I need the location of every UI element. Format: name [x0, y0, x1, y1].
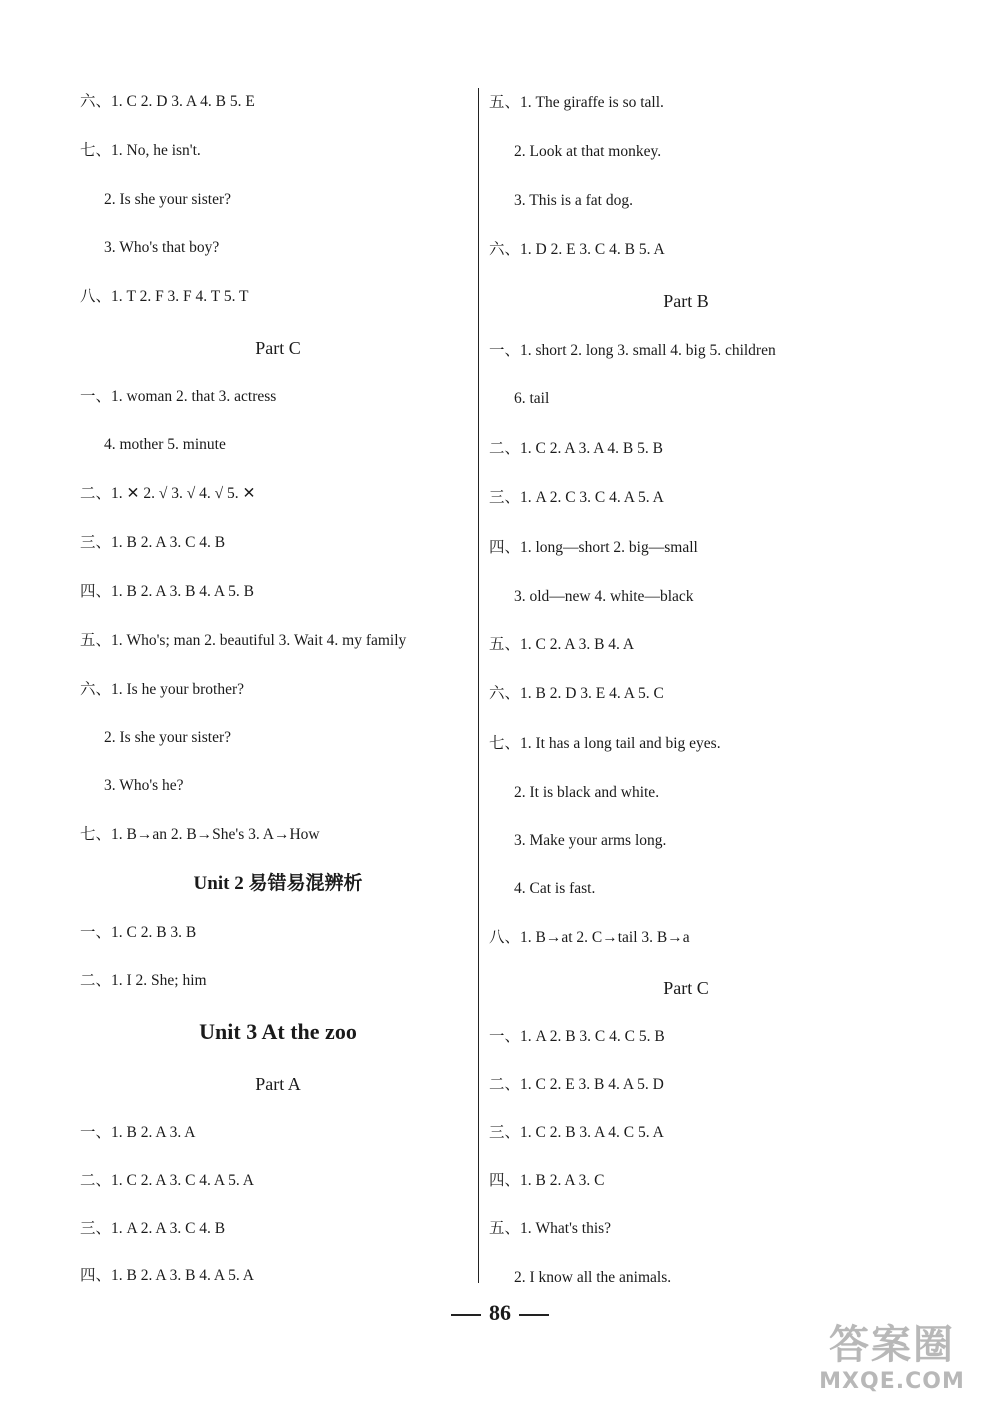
answer-line: 2. Is she your sister? — [104, 729, 231, 746]
page-number-value: 86 — [489, 1300, 511, 1325]
answer-line: 4. mother 5. minute — [104, 436, 226, 453]
answer-line: 五、1. The giraffe is so tall. — [489, 94, 664, 111]
answer-line: 三、1. A 2. C 3. C 4. A 5. A — [489, 489, 664, 506]
watermark-url: MXQE.COM — [819, 1369, 965, 1394]
answer-line: 一、1. short 2. long 3. small 4. big 5. children — [489, 342, 776, 359]
answer-line: 四、1. B 2. A 3. C — [489, 1172, 605, 1189]
answer-line: 三、1. C 2. B 3. A 4. C 5. A — [489, 1124, 664, 1141]
section-heading: Part B — [663, 291, 709, 311]
section-heading: Part C — [663, 978, 709, 998]
section-heading: Part A — [255, 1074, 301, 1094]
answer-line: 五、1. Who's; man 2. beautiful 3. Wait 4. my family — [80, 632, 407, 649]
answer-line: 七、1. No, he isn't. — [80, 142, 201, 159]
answer-line: 七、1. B→an 2. B→She's 3. A→How — [80, 826, 320, 843]
page-number-dash — [519, 1314, 549, 1316]
watermark-text: 答案圈 — [829, 1322, 955, 1368]
answer-line: 2. Is she your sister? — [104, 191, 231, 208]
answer-line: 二、1. C 2. E 3. B 4. A 5. D — [489, 1076, 664, 1093]
answer-line: 五、1. What's this? — [489, 1220, 612, 1237]
answer-line: 一、1. A 2. B 3. C 4. C 5. B — [489, 1028, 665, 1045]
answer-line: 三、1. A 2. A 3. C 4. B — [80, 1220, 226, 1237]
answer-line: 一、1. C 2. B 3. B — [80, 924, 197, 941]
answer-line: 八、1. B→at 2. C→tail 3. B→a — [489, 929, 690, 946]
answer-line: 六、1. C 2. D 3. A 4. B 5. E — [80, 93, 255, 110]
answer-line: 二、1. C 2. A 3. C 4. A 5. A — [80, 1172, 254, 1189]
answer-line: 6. tail — [514, 390, 550, 407]
answer-line: 2. I know all the animals. — [514, 1269, 672, 1286]
answer-line: 六、1. D 2. E 3. C 4. B 5. A — [489, 241, 665, 258]
answer-line: 二、1. ✕ 2. √ 3. √ 4. √ 5. ✕ — [80, 485, 256, 502]
answer-line: 四、1. B 2. A 3. B 4. A 5. B — [80, 583, 254, 600]
answer-line: 一、1. woman 2. that 3. actress — [80, 388, 277, 405]
answer-line: 四、1. B 2. A 3. B 4. A 5. A — [80, 1267, 254, 1284]
page-number-dash — [451, 1314, 481, 1316]
answer-line: 3. Make your arms long. — [514, 832, 667, 849]
unit-heading: Unit 2 易错易混辨析 — [193, 873, 363, 894]
answer-line: 2. It is black and white. — [514, 784, 660, 801]
answer-line: 六、1. B 2. D 3. E 4. A 5. C — [489, 685, 664, 702]
answer-line: 4. Cat is fast. — [514, 880, 596, 897]
answer-line: 三、1. B 2. A 3. C 4. B — [80, 534, 226, 551]
answer-line: 七、1. It has a long tail and big eyes. — [489, 735, 721, 752]
answer-line: 五、1. C 2. A 3. B 4. A — [489, 636, 635, 653]
answer-line: 2. Look at that monkey. — [514, 143, 662, 160]
answer-line: 八、1. T 2. F 3. F 4. T 5. T — [80, 288, 249, 305]
watermark-logo — [792, 1321, 992, 1411]
section-heading: Part C — [255, 338, 301, 358]
answer-line: 3. Who's that boy? — [104, 239, 220, 256]
unit-heading: Unit 3 At the zoo — [199, 1019, 357, 1044]
answer-line: 3. This is a fat dog. — [514, 192, 633, 209]
answer-line: 一、1. B 2. A 3. A — [80, 1124, 196, 1141]
answer-line: 3. old—new 4. white—black — [514, 588, 694, 605]
answer-line: 二、1. I 2. She; him — [80, 972, 207, 989]
answer-line: 二、1. C 2. A 3. A 4. B 5. B — [489, 440, 663, 457]
column-divider — [478, 88, 479, 1283]
answer-line: 3. Who's he? — [104, 777, 184, 794]
answer-line: 六、1. Is he your brother? — [80, 681, 244, 698]
answer-line: 四、1. long—short 2. big—small — [489, 539, 698, 556]
